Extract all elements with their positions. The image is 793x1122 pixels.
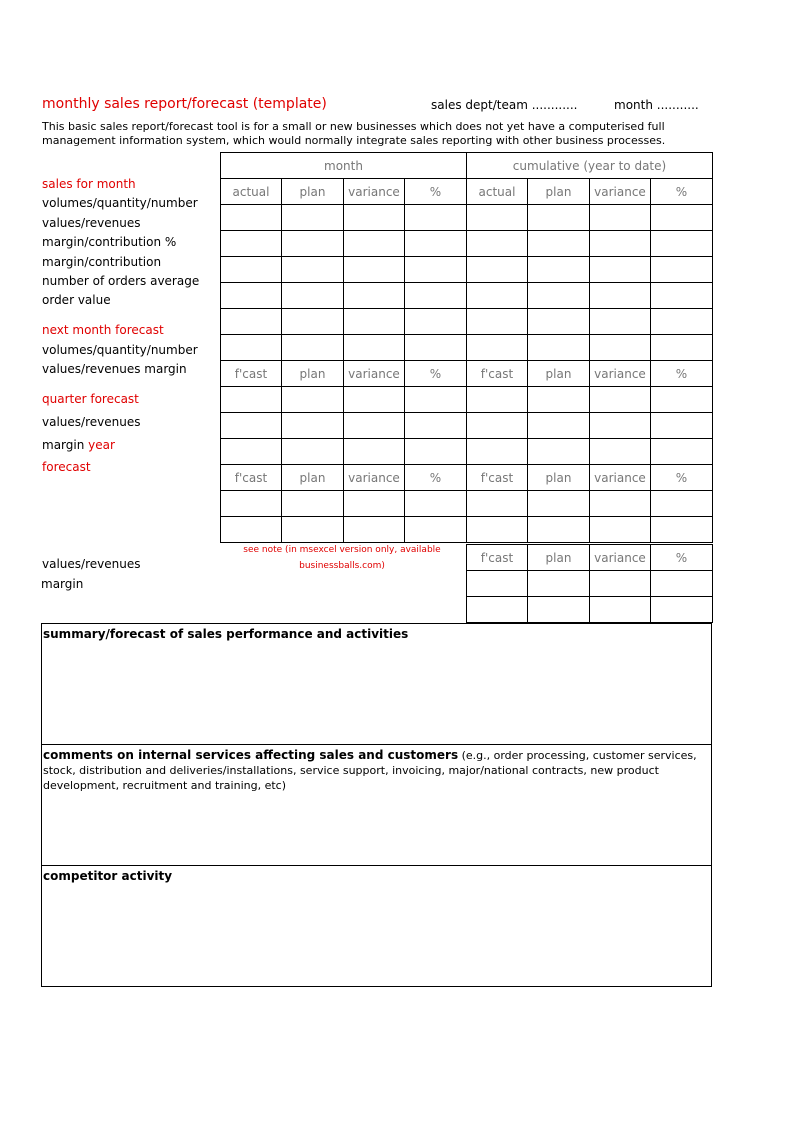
table-cell[interactable]: [589, 204, 651, 231]
table-cell[interactable]: [220, 230, 282, 257]
table-cell[interactable]: [220, 438, 282, 465]
table-cell[interactable]: [466, 256, 528, 283]
column-header: plan: [527, 464, 590, 491]
column-header: %: [650, 360, 713, 387]
table-cell[interactable]: [281, 412, 344, 439]
table-cell[interactable]: [589, 230, 651, 257]
note-line-1: see note (in msexcel version only, available: [243, 545, 441, 555]
table-cell[interactable]: [650, 570, 713, 597]
table-cell[interactable]: [527, 490, 590, 517]
column-header: %: [404, 464, 467, 491]
table-cell[interactable]: [343, 256, 405, 283]
table-cell[interactable]: [589, 490, 651, 517]
table-cell[interactable]: [650, 490, 713, 517]
table-cell[interactable]: [466, 438, 528, 465]
column-header: %: [650, 178, 713, 205]
table-cell[interactable]: [281, 204, 344, 231]
table-cell[interactable]: [220, 386, 282, 413]
section-sales-for-month: sales for month: [42, 177, 136, 191]
table-cell[interactable]: [281, 516, 344, 543]
label-volumes-next: volumes/quantity/number: [42, 343, 198, 357]
table-cell[interactable]: [220, 490, 282, 517]
table-cell[interactable]: [527, 230, 590, 257]
table-cell[interactable]: [220, 412, 282, 439]
table-cell[interactable]: [220, 308, 282, 335]
table-cell[interactable]: [527, 334, 590, 361]
column-header: plan: [281, 360, 344, 387]
table-cell[interactable]: [281, 386, 344, 413]
table-cell[interactable]: [343, 282, 405, 309]
column-header: variance: [589, 178, 651, 205]
table-cell[interactable]: [404, 516, 467, 543]
column-header: actual: [220, 178, 282, 205]
note-text: [222, 542, 462, 574]
table-cell[interactable]: [589, 412, 651, 439]
group-header-cumulative: cumulative (year to date): [466, 152, 713, 179]
table-cell[interactable]: [527, 516, 590, 543]
column-header: plan: [527, 360, 590, 387]
label-volumes: volumes/quantity/number: [42, 196, 198, 210]
table-cell[interactable]: [466, 308, 528, 335]
column-header: f'cast: [466, 544, 528, 571]
table-cell[interactable]: [404, 256, 467, 283]
table-cell[interactable]: [466, 386, 528, 413]
table-cell[interactable]: [527, 438, 590, 465]
table-cell[interactable]: [466, 282, 528, 309]
table-cell[interactable]: [343, 412, 405, 439]
table-cell[interactable]: [527, 256, 590, 283]
summary-box[interactable]: [41, 623, 712, 745]
table-cell[interactable]: [527, 282, 590, 309]
table-cell[interactable]: [343, 204, 405, 231]
table-cell[interactable]: [650, 516, 713, 543]
label-margin-pct: margin/contribution %: [42, 235, 177, 249]
label-orders-average: number of orders average: [42, 274, 200, 288]
table-cell[interactable]: [650, 412, 713, 439]
column-header: f'cast: [466, 464, 528, 491]
column-header: variance: [343, 360, 405, 387]
table-cell[interactable]: [589, 516, 651, 543]
column-header: plan: [281, 178, 344, 205]
table-cell[interactable]: [589, 256, 651, 283]
table-cell[interactable]: [466, 570, 528, 597]
table-cell[interactable]: [281, 334, 344, 361]
table-cell[interactable]: [404, 230, 467, 257]
competitor-box[interactable]: [41, 865, 712, 987]
comments-examples: (e.g., order processing, customer services, stock, distribution and deliveries/installations, service support, invoicing, major/national contracts, new product development, recruitment and training, etc): [43, 749, 697, 792]
table-cell[interactable]: [650, 282, 713, 309]
table-cell[interactable]: [281, 230, 344, 257]
table-cell[interactable]: [650, 386, 713, 413]
table-cell[interactable]: [466, 334, 528, 361]
table-cell[interactable]: [343, 308, 405, 335]
table-cell[interactable]: [343, 516, 405, 543]
table-cell[interactable]: [343, 438, 405, 465]
table-cell[interactable]: [589, 386, 651, 413]
month-field[interactable]: month ...........: [614, 98, 699, 112]
label-order-value: order value: [42, 293, 111, 307]
table-cell[interactable]: [404, 412, 467, 439]
table-cell[interactable]: [527, 596, 590, 623]
table-cell[interactable]: [466, 230, 528, 257]
comments-box[interactable]: [41, 744, 712, 866]
column-header: plan: [527, 544, 590, 571]
table-cell[interactable]: [404, 334, 467, 361]
column-header: %: [650, 464, 713, 491]
table-cell[interactable]: [527, 308, 590, 335]
table-cell[interactable]: [404, 386, 467, 413]
table-cell[interactable]: [466, 516, 528, 543]
label-margin-contribution: margin/contribution: [42, 255, 162, 269]
table-cell[interactable]: [404, 308, 467, 335]
table-cell[interactable]: [466, 596, 528, 623]
column-header: %: [404, 178, 467, 205]
label-values-quarter: values/revenues: [42, 415, 141, 429]
label-values-margin: values/revenues margin: [42, 362, 187, 376]
table-cell[interactable]: [343, 490, 405, 517]
table-cell[interactable]: [650, 256, 713, 283]
column-header: variance: [589, 464, 651, 491]
section-forecast: forecast: [42, 460, 91, 474]
table-cell[interactable]: [650, 596, 713, 623]
column-header: f'cast: [220, 360, 282, 387]
table-cell[interactable]: [650, 438, 713, 465]
group-header-month: month: [220, 152, 467, 179]
table-cell[interactable]: [589, 308, 651, 335]
column-header: plan: [281, 464, 344, 491]
column-header: variance: [343, 178, 405, 205]
column-header: actual: [466, 178, 528, 205]
table-cell[interactable]: [589, 334, 651, 361]
label-values: values/revenues: [42, 216, 141, 230]
label-margin-year: [42, 438, 115, 452]
table-cell[interactable]: [343, 230, 405, 257]
table-cell[interactable]: [281, 282, 344, 309]
table-cell[interactable]: [466, 204, 528, 231]
table-cell[interactable]: [220, 334, 282, 361]
table-cell[interactable]: [466, 412, 528, 439]
table-cell[interactable]: [650, 204, 713, 231]
table-cell[interactable]: [220, 282, 282, 309]
table-cell[interactable]: [343, 386, 405, 413]
table-cell[interactable]: [281, 490, 344, 517]
column-header: %: [650, 544, 713, 571]
table-cell[interactable]: [404, 490, 467, 517]
table-cell[interactable]: [527, 570, 590, 597]
table-cell[interactable]: [220, 516, 282, 543]
column-header: f'cast: [220, 464, 282, 491]
table-cell[interactable]: [527, 204, 590, 231]
table-cell[interactable]: [650, 308, 713, 335]
section-quarter-forecast: quarter forecast: [42, 392, 139, 406]
column-header: variance: [343, 464, 405, 491]
table-cell[interactable]: [589, 282, 651, 309]
column-header: variance: [589, 544, 651, 571]
table-cell[interactable]: [281, 256, 344, 283]
table-cell[interactable]: [404, 204, 467, 231]
note-line-2: businessballs.com): [299, 561, 385, 571]
table-cell[interactable]: [589, 570, 651, 597]
column-header: plan: [527, 178, 590, 205]
table-cell[interactable]: [527, 386, 590, 413]
table-cell[interactable]: [650, 230, 713, 257]
section-next-month-forecast: next month forecast: [42, 323, 164, 337]
table-cell[interactable]: [527, 412, 590, 439]
table-cell[interactable]: [404, 438, 467, 465]
table-cell[interactable]: [404, 282, 467, 309]
table-cell[interactable]: [220, 204, 282, 231]
label-margin-year-row: margin: [41, 577, 84, 591]
label-year-word: year: [88, 438, 115, 452]
page-title: monthly sales report/forecast (template): [42, 96, 327, 112]
column-header: variance: [589, 360, 651, 387]
comments-heading: comments on internal services affecting sales and customers: [43, 748, 459, 762]
table-cell[interactable]: [343, 334, 405, 361]
intro-text: This basic sales report/forecast tool is for a small or new businesses which does not yet have a computerised full management information system, which would normally integrate sales reporting with other business processes.: [42, 120, 666, 147]
table-cell[interactable]: [466, 490, 528, 517]
competitor-heading: competitor activity: [43, 869, 173, 883]
column-header: f'cast: [466, 360, 528, 387]
table-cell[interactable]: [281, 438, 344, 465]
table-cell[interactable]: [281, 308, 344, 335]
table-cell[interactable]: [589, 596, 651, 623]
table-cell[interactable]: [650, 334, 713, 361]
table-cell[interactable]: [589, 438, 651, 465]
label-values-year: values/revenues: [42, 557, 141, 571]
table-cell[interactable]: [220, 256, 282, 283]
label-margin-word: margin: [42, 438, 85, 452]
summary-heading: summary/forecast of sales performance and activities: [43, 627, 409, 641]
sales-dept-field[interactable]: sales dept/team ............: [431, 98, 578, 112]
column-header: %: [404, 360, 467, 387]
